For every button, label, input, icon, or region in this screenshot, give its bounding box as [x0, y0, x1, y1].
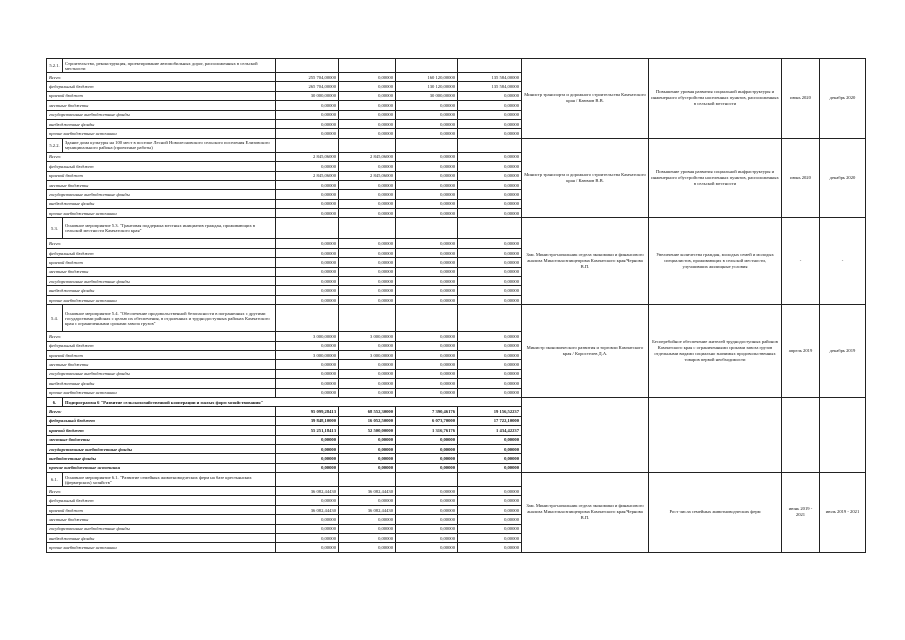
amount-cell: 0,00000 [276, 388, 339, 397]
amount-cell: 36 082,44430 [339, 487, 396, 496]
empty-cell [276, 138, 339, 152]
amount-cell: 0,00000 [339, 444, 396, 453]
source-label: государственные внебюджетные фонды [47, 110, 276, 119]
amount-cell: 0,00000 [458, 463, 522, 472]
empty-cell [396, 473, 458, 487]
amount-cell: 0,00000 [339, 119, 396, 128]
source-label: краевой бюджет [47, 91, 276, 100]
amount-cell: 0,00000 [458, 101, 522, 110]
amount-cell: 0,00000 [339, 369, 396, 378]
measure-header-row [47, 305, 866, 332]
amount-cell: 0,00000 [458, 248, 522, 257]
amount-cell: 0,00000 [339, 534, 396, 543]
amount-cell: 0,00000 [396, 496, 458, 505]
end-date-cell: декабрь 2020 [820, 138, 866, 218]
amount-cell: 255 704,00000 [276, 73, 339, 82]
amount-cell: 0,00000 [339, 341, 396, 350]
amount-cell: 0,00000 [339, 388, 396, 397]
amount-cell: 0,00000 [276, 496, 339, 505]
amount-cell: 0,00000 [458, 388, 522, 397]
empty-cell [458, 305, 522, 332]
amount-cell: 0,00000 [396, 332, 458, 341]
start-date-cell: июнь 2020 [782, 59, 820, 139]
amount-cell: 0,00000 [276, 190, 339, 199]
subprogram-number: 6. [47, 397, 63, 406]
measure-title: Основное мероприятие 5.3. "Грантовая поддержка местных инициатив граждан, проживающих в сельской местности Камчатского края" [63, 218, 276, 239]
empty-cell [339, 218, 396, 239]
source-label: внебюджетные фонды [47, 286, 276, 295]
subprogram-title: Подпрограмма 6 "Развитие сельскохозяйственной кооперации и малых форм хозяйствования" [63, 397, 522, 406]
end-date-cell: июль 2019 - 2021 [820, 473, 866, 553]
executor-cell: Министр транспорта и дорожного строительства Камчатского края / Каюмов В.В. [522, 59, 649, 139]
source-label: прочие внебюджетные источники [47, 295, 276, 304]
amount-cell: 0,00000 [276, 129, 339, 138]
amount-cell: 0,00000 [276, 524, 339, 533]
source-label: федеральный бюджет [47, 162, 276, 171]
source-label: государственные внебюджетные фонды [47, 444, 276, 453]
source-label: Всего: [47, 487, 276, 496]
empty-cell [458, 138, 522, 152]
amount-cell: 0,00000 [276, 239, 339, 248]
source-label: прочие внебюджетные источники [47, 543, 276, 552]
empty-cell [396, 218, 458, 239]
start-date-cell: - [782, 218, 820, 305]
amount-cell: 0,00000 [458, 152, 522, 161]
amount-cell: 0,00000 [339, 515, 396, 524]
amount-cell: 0,00000 [458, 332, 522, 341]
amount-cell: 0,00000 [458, 515, 522, 524]
amount-cell: 0,00000 [339, 209, 396, 218]
amount-cell: 0,00000 [339, 190, 396, 199]
amount-cell: 0,00000 [458, 129, 522, 138]
amount-cell: 0,00000 [396, 515, 458, 524]
start-date-cell: июнь 2020 [782, 138, 820, 218]
amount-cell: 0,00000 [396, 505, 458, 514]
amount-cell: 0,00000 [396, 454, 458, 463]
amount-cell: 0,00000 [276, 515, 339, 524]
amount-cell: 0,00000 [458, 369, 522, 378]
amount-cell: 0,00000 [276, 360, 339, 369]
amount-cell: 0,00000 [396, 180, 458, 189]
measure-header-row [47, 218, 866, 239]
amount-cell: 0,00000 [339, 267, 396, 276]
amount-cell: 0,00000 [276, 199, 339, 208]
source-label: Всего: [47, 239, 276, 248]
amount-cell: 0,00000 [458, 496, 522, 505]
measure-number: 5.4. [47, 305, 63, 332]
amount-cell: 0,00000 [276, 277, 339, 286]
amount-cell: 0,00000 [339, 435, 396, 444]
source-label: федеральный бюджет [47, 496, 276, 505]
budget-table [46, 58, 866, 553]
amount-cell: 0,00000 [396, 101, 458, 110]
amount-cell: 36 082,44430 [276, 505, 339, 514]
start-date-cell: июнь 2019 - 2021 [782, 473, 820, 553]
amount-cell: 3 000,00000 [276, 332, 339, 341]
amount-cell: 0,00000 [396, 199, 458, 208]
amount-cell: 0,00000 [458, 505, 522, 514]
amount-cell: 0,00000 [276, 248, 339, 257]
empty-cell [522, 397, 649, 472]
source-label: местные бюджеты [47, 180, 276, 189]
amount-cell: 0,00000 [339, 239, 396, 248]
measure-title: Основное мероприятие 6.1. "Развитие семейных животноводческих ферм на базе крестьянских (фермерских) хозяйств" [63, 473, 276, 487]
empty-cell [339, 305, 396, 332]
amount-cell: 0,00000 [396, 435, 458, 444]
amount-cell: 0,00000 [396, 171, 458, 180]
amount-cell: 0,00000 [458, 239, 522, 248]
amount-cell: 0,00000 [458, 258, 522, 267]
source-label: краевой бюджет [47, 171, 276, 180]
amount-cell: 0,00000 [458, 277, 522, 286]
amount-cell: 6 073,70000 [396, 416, 458, 425]
end-date-cell: декабрь 2020 [820, 59, 866, 139]
amount-cell: 0,00000 [276, 162, 339, 171]
result-cell: Рост числа семейных животноводческих ферм [649, 473, 782, 553]
executor-cell: Зам. Министра-начальник отдела экономики и финансового анализа Минсельхозпищепрома Камчатского края/Чернова В.П. [522, 473, 649, 553]
amount-cell: 36 082,44430 [276, 487, 339, 496]
amount-cell: 0,00000 [276, 369, 339, 378]
amount-cell: 0,00000 [396, 190, 458, 199]
amount-cell: 0,00000 [339, 248, 396, 257]
executor-cell: Министр экономического развития и торговли Камчатского края / Коростелев Д.А. [522, 305, 649, 398]
empty-cell [820, 397, 866, 472]
amount-cell: 0,00000 [339, 258, 396, 267]
amount-cell: 30 000,00000 [396, 91, 458, 100]
amount-cell: 160 120,00000 [396, 73, 458, 82]
source-label: внебюджетные фонды [47, 454, 276, 463]
amount-cell: 0,00000 [339, 82, 396, 91]
amount-cell: 0,00000 [458, 341, 522, 350]
source-label: местные бюджеты [47, 435, 276, 444]
amount-cell: 135 584,00000 [458, 73, 522, 82]
source-label: прочие внебюджетные источники [47, 209, 276, 218]
amount-cell: 2 845,06000 [276, 152, 339, 161]
amount-cell: 16 052,50000 [339, 416, 396, 425]
amount-cell: 0,00000 [458, 534, 522, 543]
amount-cell: 0,00000 [276, 258, 339, 267]
amount-cell: 0,00000 [396, 444, 458, 453]
amount-cell: 0,00000 [396, 543, 458, 552]
empty-cell [396, 305, 458, 332]
amount-cell: 0,00000 [276, 209, 339, 218]
source-label: внебюджетные фонды [47, 119, 276, 128]
amount-cell: 0,00000 [458, 110, 522, 119]
executor-cell: Зам. Министра-начальник отдела экономики и финансового анализа Минсельхозпищепрома Камчатского края/Чернова В.П. [522, 218, 649, 305]
source-label: краевой бюджет [47, 426, 276, 435]
source-label: местные бюджеты [47, 267, 276, 276]
executor-cell: Министр транспорта и дорожного строительства Камчатского края / Каюмов В.В. [522, 138, 649, 218]
amount-cell: 0,00000 [396, 524, 458, 533]
amount-cell: 0,00000 [458, 286, 522, 295]
empty-cell [458, 59, 522, 73]
amount-cell: 0,00000 [276, 463, 339, 472]
amount-cell: 0,00000 [339, 180, 396, 189]
amount-cell: 0,00000 [396, 463, 458, 472]
source-label: Всего: [47, 152, 276, 161]
source-label: прочие внебюджетные источники [47, 129, 276, 138]
amount-cell: 0,00000 [276, 379, 339, 388]
amount-cell: 0,00000 [396, 209, 458, 218]
source-label: государственные внебюджетные фонды [47, 369, 276, 378]
empty-cell [458, 218, 522, 239]
amount-cell: 0,00000 [339, 110, 396, 119]
empty-cell [276, 218, 339, 239]
amount-cell: 0,00000 [396, 295, 458, 304]
result-cell: Повышение уровня развития социальной инфраструктуры и инженерного обустройства населенных пунктов, расположенных в сельской местности [649, 59, 782, 139]
amount-cell: 2 845,06000 [339, 152, 396, 161]
source-label: местные бюджеты [47, 360, 276, 369]
amount-cell: 0,00000 [339, 286, 396, 295]
amount-cell: 0,00000 [276, 110, 339, 119]
amount-cell: 0,00000 [396, 258, 458, 267]
source-label: федеральный бюджет [47, 341, 276, 350]
source-label: государственные внебюджетные фонды [47, 524, 276, 533]
amount-cell: 0,00000 [458, 360, 522, 369]
amount-cell: 0,00000 [396, 369, 458, 378]
amount-cell: 0,00000 [458, 543, 522, 552]
empty-cell [339, 138, 396, 152]
amount-cell: 0,00000 [396, 286, 458, 295]
measure-number: 5.3. [47, 218, 63, 239]
source-label: федеральный бюджет [47, 248, 276, 257]
amount-cell: 3 000,00000 [339, 332, 396, 341]
amount-cell: 0,00000 [339, 295, 396, 304]
amount-cell: 3 000,00000 [276, 350, 339, 359]
amount-cell: 1 316,76176 [396, 426, 458, 435]
measure-title: Основное мероприятие 5.4. "Обеспечение продовольственной безопасности в пограничных с другими государствами районах с целью их обеспечения, в отдаленных и труднодоступных районах Камчатского края с ограниченными сроками завоза грузов" [63, 305, 276, 332]
amount-cell: 0,00000 [276, 295, 339, 304]
amount-cell: 39 848,10000 [276, 416, 339, 425]
amount-cell: 0,00000 [458, 190, 522, 199]
amount-cell: 0,00000 [339, 162, 396, 171]
amount-cell: 0,00000 [396, 277, 458, 286]
amount-cell: 0,00000 [339, 463, 396, 472]
empty-cell [396, 59, 458, 73]
amount-cell: 0,00000 [458, 524, 522, 533]
measure-header-row [47, 59, 866, 73]
amount-cell: 0,00000 [339, 199, 396, 208]
amount-cell: 0,00000 [396, 110, 458, 119]
amount-cell: 0,00000 [396, 119, 458, 128]
end-date-cell: декабрь 2019 [820, 305, 866, 398]
amount-cell: 0,00000 [339, 543, 396, 552]
measure-header-row [47, 473, 866, 487]
amount-cell: 7 390,46176 [396, 407, 458, 416]
amount-cell: 0,00000 [339, 101, 396, 110]
amount-cell: 0,00000 [458, 350, 522, 359]
source-label: краевой бюджет [47, 350, 276, 359]
amount-cell: 0,00000 [396, 388, 458, 397]
empty-cell [276, 305, 339, 332]
amount-cell: 0,00000 [276, 119, 339, 128]
source-label: краевой бюджет [47, 505, 276, 514]
amount-cell: 68 552,30000 [339, 407, 396, 416]
source-label: государственные внебюджетные фонды [47, 277, 276, 286]
measure-number: 5.2.1. [47, 59, 63, 73]
source-label: местные бюджеты [47, 101, 276, 110]
amount-cell: 0,00000 [276, 267, 339, 276]
amount-cell: 17 722,10000 [458, 416, 522, 425]
empty-cell [276, 473, 339, 487]
amount-cell: 0,00000 [396, 267, 458, 276]
source-label: местные бюджеты [47, 515, 276, 524]
amount-cell: 55 251,18413 [276, 426, 339, 435]
result-cell: Повышение уровня развития социальной инфраструктуры и инженерного обустройства населенных пунктов, расположенных в сельской местности [649, 138, 782, 218]
result-cell: Бесперебойное обеспечение жителей труднодоступных районов Камчатского края с ограниченными сроками завоза грузов отдельными видами социально значимых продовольственных товаров первой необходимости [649, 305, 782, 398]
amount-cell: 0,00000 [396, 360, 458, 369]
amount-cell: 0,00000 [458, 180, 522, 189]
end-date-cell: - [820, 218, 866, 305]
source-label: прочие внебюджетные источники [47, 463, 276, 472]
amount-cell: 36 082,44430 [339, 505, 396, 514]
measure-title: Здание дома культуры на 100 мест в поселке Лесной Новолесновского сельского поселения Елизовского муниципального района (проектные работы) [63, 138, 276, 152]
source-label: внебюджетные фонды [47, 379, 276, 388]
amount-cell: 0,00000 [458, 209, 522, 218]
amount-cell: 0,00000 [458, 379, 522, 388]
source-label: краевой бюджет [47, 258, 276, 267]
amount-cell: 0,00000 [396, 487, 458, 496]
amount-cell: 0,00000 [339, 379, 396, 388]
amount-cell: 0,00000 [458, 444, 522, 453]
amount-cell: 0,00000 [339, 360, 396, 369]
amount-cell: 0,00000 [396, 341, 458, 350]
amount-cell: 0,00000 [458, 199, 522, 208]
amount-cell: 0,00000 [458, 162, 522, 171]
amount-cell: 0,00000 [458, 91, 522, 100]
source-label: внебюджетные фонды [47, 534, 276, 543]
amount-cell: 0,00000 [339, 129, 396, 138]
source-label: федеральный бюджет [47, 416, 276, 425]
amount-cell: 0,00000 [458, 435, 522, 444]
amount-cell: 0,00000 [458, 487, 522, 496]
amount-cell: 52 500,00000 [339, 426, 396, 435]
source-label: Всего: [47, 73, 276, 82]
measure-title: Строительство, реконструкция, проектирование автомобильных дорог, расположенных в сельской местности [63, 59, 276, 73]
source-label: Всего: [47, 407, 276, 416]
amount-cell: 0,00000 [396, 239, 458, 248]
amount-cell: 19 156,52237 [458, 407, 522, 416]
amount-cell: 0,00000 [276, 101, 339, 110]
amount-cell: 0,00000 [396, 248, 458, 257]
measure-number: 6.1. [47, 473, 63, 487]
result-cell: Увеличение количества граждан, молодых семей и молодых специалистов, проживающих в сельской местности, улучшивших жилищные условия [649, 218, 782, 305]
amount-cell: 265 704,00000 [276, 82, 339, 91]
start-date-cell: апрель 2019 [782, 305, 820, 398]
measure-number: 5.2.2. [47, 138, 63, 152]
amount-cell: 0,00000 [276, 444, 339, 453]
amount-cell: 0,00000 [396, 129, 458, 138]
amount-cell: 0,00000 [276, 543, 339, 552]
measure-header-row [47, 138, 866, 152]
amount-cell: 0,00000 [458, 295, 522, 304]
amount-cell: 0,00000 [396, 534, 458, 543]
amount-cell: 2 845,06000 [339, 171, 396, 180]
amount-cell: 0,00000 [458, 119, 522, 128]
amount-cell: 0,00000 [339, 73, 396, 82]
amount-cell: 30 000,00000 [276, 91, 339, 100]
amount-cell: 2 845,06000 [276, 171, 339, 180]
amount-cell: 135 584,00000 [458, 82, 522, 91]
source-label: Всего: [47, 332, 276, 341]
empty-cell [276, 59, 339, 73]
source-label: государственные внебюджетные фонды [47, 190, 276, 199]
amount-cell: 0,00000 [396, 350, 458, 359]
empty-cell [339, 473, 396, 487]
amount-cell: 95 099,28413 [276, 407, 339, 416]
amount-cell: 0,00000 [458, 454, 522, 463]
amount-cell: 0,00000 [396, 152, 458, 161]
amount-cell: 0,00000 [458, 267, 522, 276]
amount-cell: 0,00000 [276, 286, 339, 295]
empty-cell [458, 473, 522, 487]
empty-cell [782, 397, 820, 472]
subprogram-header-row [47, 397, 866, 406]
empty-cell [396, 138, 458, 152]
amount-cell: 0,00000 [276, 454, 339, 463]
amount-cell: 130 120,00000 [396, 82, 458, 91]
amount-cell: 0,00000 [339, 524, 396, 533]
amount-cell: 0,00000 [339, 454, 396, 463]
source-label: федеральный бюджет [47, 82, 276, 91]
source-label: прочие внебюджетные источники [47, 388, 276, 397]
amount-cell: 0,00000 [276, 341, 339, 350]
amount-cell: 0,00000 [276, 435, 339, 444]
amount-cell: 0,00000 [276, 180, 339, 189]
amount-cell: 0,00000 [396, 379, 458, 388]
empty-cell [649, 397, 782, 472]
amount-cell: 1 434,42237 [458, 426, 522, 435]
amount-cell: 0,00000 [339, 496, 396, 505]
empty-cell [339, 59, 396, 73]
amount-cell: 3 000,00000 [339, 350, 396, 359]
amount-cell: 0,00000 [339, 91, 396, 100]
amount-cell: 0,00000 [396, 162, 458, 171]
amount-cell: 0,00000 [339, 277, 396, 286]
amount-cell: 0,00000 [458, 171, 522, 180]
amount-cell: 0,00000 [276, 534, 339, 543]
source-label: внебюджетные фонды [47, 199, 276, 208]
